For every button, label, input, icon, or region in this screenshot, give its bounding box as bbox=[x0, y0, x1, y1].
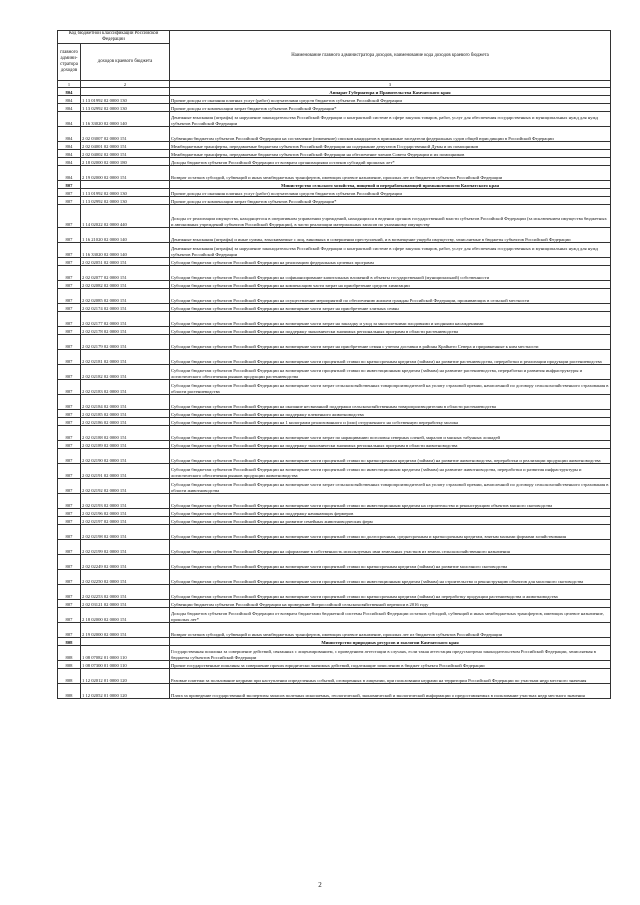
table-row bbox=[58, 426, 611, 441]
admin-code-cell: 807 bbox=[58, 365, 81, 380]
table-row bbox=[58, 479, 611, 494]
admin-code-cell: 807 bbox=[58, 418, 81, 426]
table-row bbox=[58, 661, 611, 669]
revenue-name-cell: Денежные взыскания (штрафы) и иные суммы, взыскиваемые с лиц, виновных в совершении преступлений, и в возмещение ущерба имуществу, зачисляемые в бюджеты субъектов Российской Федерации bbox=[170, 228, 611, 243]
revenue-name-cell: Субсидии бюджетам субъектов Российской Федерации на возмещение части процентной ставки по инвестиционным кредитам на строительство и реконструкцию объектов мясного скотоводства bbox=[170, 494, 611, 509]
revenue-code-cell bbox=[81, 638, 170, 646]
page-number: 2 bbox=[318, 881, 322, 889]
admin-code-cell: 807 bbox=[58, 312, 81, 327]
revenue-name-cell: Субсидии бюджетам субъектов Российской Федерации на возмещение части затрат сельскохозяйственных товаропроизводителей на уплату страховой премии, начисленной по договору сельскохозяйственного страхования в области растениеводства bbox=[170, 380, 611, 395]
revenue-code-cell: 2 02 02196 02 0000 151 bbox=[81, 509, 170, 517]
revenue-name-cell: Возврат остатков субсидий, субвенций и иных межбюджетных трансфертов, имеющих целевое назначение, прошлых лет из бюджетов субъектов Российской Федерации bbox=[170, 623, 611, 638]
revenue-code-cell: 2 02 02174 02 0000 151 bbox=[81, 304, 170, 312]
revenue-code-cell: 1 16 21020 02 0000 140 bbox=[81, 228, 170, 243]
admin-code-cell: 807 bbox=[58, 555, 81, 570]
table-row bbox=[58, 570, 611, 585]
revenue-code-cell: 1 08 07082 01 0000 110 bbox=[81, 646, 170, 661]
admin-code-cell: 807 bbox=[58, 266, 81, 281]
table-row bbox=[58, 608, 611, 623]
revenue-name-cell: Денежные взыскания (штрафы) за нарушение законодательства Российской Федерации о контрактной системе в сфере закупок товаров, работ, услуг для обеспечения государственных и муниципальных нужд для нужд субъектов Российской Федерации bbox=[170, 112, 611, 127]
revenue-name-cell: Субсидии бюджетам субъектов Российской Федерации на возмещение части затрат на приобретение семян с учетом доставки в районы Крайнего Севера и приравненные к ним местности bbox=[170, 335, 611, 350]
column-number: 1 bbox=[58, 81, 81, 88]
table-row bbox=[58, 289, 611, 304]
revenue-code-cell: 2 02 03007 02 0000 151 bbox=[81, 127, 170, 142]
revenue-code-cell: 2 18 02000 02 0000 151 bbox=[81, 608, 170, 623]
table-row bbox=[58, 494, 611, 509]
table-row bbox=[58, 410, 611, 418]
revenue-code-cell: 2 02 02199 02 0000 151 bbox=[81, 540, 170, 555]
revenue-code-cell: 2 02 04001 02 0000 151 bbox=[81, 142, 170, 150]
revenue-name-cell: Прочие доходы от оказания платных услуг (работ) получателями средств бюджетов субъектов Российской Федерации bbox=[170, 96, 611, 104]
revenue-code-cell: 2 02 02186 02 0000 151 bbox=[81, 418, 170, 426]
table-row bbox=[58, 304, 611, 312]
revenue-code-cell: 2 02 02253 02 0000 151 bbox=[81, 585, 170, 600]
revenue-name-cell: Субсидии бюджетам субъектов Российской Федерации на компенсацию части затрат на приобретение средств химизации bbox=[170, 281, 611, 289]
table-row bbox=[58, 158, 611, 166]
admin-code-cell: 807 bbox=[58, 289, 81, 304]
table-row bbox=[58, 646, 611, 661]
table-row bbox=[58, 684, 611, 699]
table-row bbox=[58, 395, 611, 410]
table-row bbox=[58, 517, 611, 525]
revenue-code-cell: 2 02 02085 02 0000 151 bbox=[81, 289, 170, 304]
revenue-code-cell: 2 02 02181 02 0000 151 bbox=[81, 350, 170, 365]
revenue-code-cell: 2 02 02188 02 0000 151 bbox=[81, 426, 170, 441]
revenue-code-cell: 2 19 02000 02 0000 151 bbox=[81, 623, 170, 638]
admin-code-cell: 804 bbox=[58, 158, 81, 166]
admin-code-cell: 807 bbox=[58, 205, 81, 228]
revenue-code-cell bbox=[81, 88, 170, 96]
revenue-code-cell: 2 02 02192 02 0000 151 bbox=[81, 479, 170, 494]
revenue-name-cell: Субвенции бюджетам субъектов Российской Федерации на проведение Всероссийской сельскохозяйственной переписи в 2016 году bbox=[170, 600, 611, 608]
revenue-name-cell: Прочие доходы от компенсации затрат бюджетов субъектов Российской Федерации* bbox=[170, 197, 611, 205]
revenue-code-cell: 2 02 02198 02 0000 151 bbox=[81, 525, 170, 540]
revenue-code-cell: 1 16 33020 02 0000 140 bbox=[81, 243, 170, 258]
column-number: 3 bbox=[170, 81, 611, 88]
admin-code-cell: 807 bbox=[58, 304, 81, 312]
revenue-name-cell: Субвенции бюджетам субъектов Российской Федерации на составление (изменение) списков кандидатов в присяжные заседатели федеральных судов общей юрисдикции в Российской Федерации bbox=[170, 127, 611, 142]
admin-code-cell: 807 bbox=[58, 570, 81, 585]
revenue-name-cell: Субсидии бюджетам субъектов Российской Федерации на поддержку экономически значимых региональных программ в области животноводства bbox=[170, 441, 611, 449]
revenue-name-cell: Субсидии бюджетам субъектов Российской Федерации на возмещение части затрат на приобретение элитных семян bbox=[170, 304, 611, 312]
revenue-code-cell: 1 12 02012 01 0000 120 bbox=[81, 669, 170, 684]
table-row bbox=[58, 205, 611, 228]
table-row bbox=[58, 197, 611, 205]
header-name-column: Наименование главного администратора доходов, наименование кода доходов краевого бюджета bbox=[170, 31, 611, 81]
admin-code-cell: 807 bbox=[58, 464, 81, 479]
revenue-name-cell: Разовые платежи за пользование недрами при наступлении определенных событий, оговоренных в лицензии, при пользовании недрами на территории Российской Федерации по участкам недр местного значения bbox=[170, 669, 611, 684]
revenue-name-cell: Возврат остатков субсидий, субвенций и иных межбюджетных трансфертов, имеющих целевое назначение, прошлых лет из бюджетов субъектов Российской Федерации bbox=[170, 166, 611, 181]
table-row bbox=[58, 189, 611, 197]
revenue-code-cell: 2 02 02077 02 0000 151 bbox=[81, 266, 170, 281]
revenue-code-cell: 2 02 02193 02 0000 151 bbox=[81, 494, 170, 509]
admin-code-cell: 807 bbox=[58, 623, 81, 638]
revenue-name-cell: Субсидии бюджетам субъектов Российской Федерации на возмещение части затрат сельскохозяйственных товаропроизводителей на уплату страховой премии, начисленной по договору сельскохозяйственного страхования в области животноводства bbox=[170, 479, 611, 494]
header-admin-column: главного админи-стратора доходов bbox=[58, 44, 81, 81]
revenue-code-cell: 2 02 02182 02 0000 151 bbox=[81, 365, 170, 380]
revenue-code-cell: 1 08 07300 01 0000 110 bbox=[81, 661, 170, 669]
admin-code-cell: 804 bbox=[58, 104, 81, 112]
revenue-name-cell: Субсидии бюджетам субъектов Российской Федерации на софинансирование капитальных вложений в объекты государственной (муниципальной) собственности bbox=[170, 266, 611, 281]
admin-code-cell: 807 bbox=[58, 350, 81, 365]
table-row bbox=[58, 96, 611, 104]
revenue-name-cell: Субсидии бюджетам субъектов Российской Федерации на развитие семейных животноводческих ферм bbox=[170, 517, 611, 525]
revenue-name-cell: Субсидии бюджетам субъектов Российской Федерации на 1 килограмм реализованного и (или) отгруженного на собственную переработку молока bbox=[170, 418, 611, 426]
admin-code-cell: 807 bbox=[58, 335, 81, 350]
table-header-group-row bbox=[58, 31, 611, 44]
revenue-code-cell: 2 02 02191 02 0000 151 bbox=[81, 464, 170, 479]
admin-code-cell: 808 bbox=[58, 638, 81, 646]
section-header-row bbox=[58, 181, 611, 189]
revenue-name-cell: Субсидии бюджетам субъектов Российской Федерации на возмещение части затрат по наращиванию поголовья северных оленей, маралов и мясных табунных лошадей bbox=[170, 426, 611, 441]
table-row bbox=[58, 258, 611, 266]
revenue-code-cell: 1 14 02022 02 0000 440 bbox=[81, 205, 170, 228]
admin-code-cell: 808 bbox=[58, 669, 81, 684]
table-row bbox=[58, 350, 611, 365]
admin-code-cell: 804 bbox=[58, 112, 81, 127]
revenue-name-cell: Субсидии бюджетам субъектов Российской Федерации на возмещение части процентной ставки по инвестиционным кредитам (займам) на строительство и реконструкцию объектов для молочного скотоводства bbox=[170, 570, 611, 585]
header-revenue-column: доходов краевого бюджета bbox=[81, 44, 170, 81]
revenue-name-cell: Доходы бюджетов субъектов Российской Федерации от возврата бюджетами бюджетной системы Российской Федерации остатков субсидий, субвенций и иных межбюджетных трансфертов, имеющих целевое назначение, прошлых лет* bbox=[170, 608, 611, 623]
revenue-name-cell: Субсидии бюджетам субъектов Российской Федерации на возмещение части процентной ставки по долгосрочным, среднесрочным и краткосрочным кредитам, взятым малыми формами хозяйствования bbox=[170, 525, 611, 540]
admin-code-cell: 807 bbox=[58, 525, 81, 540]
revenue-name-cell: Доходы от реализации имущества, находящегося в оперативном управлении учреждений, находящихся в ведении органов государственной власти субъектов Российской Федерации (за исключением имущества бюджетных и автономных учреждений субъектов Российской Федерации), в части реализации материальных запасов по указанному имуществу bbox=[170, 205, 611, 228]
admin-code-cell: 808 bbox=[58, 646, 81, 661]
revenue-name-cell: Денежные взыскания (штрафы) за нарушение законодательства Российской Федерации о контрактной системе в сфере закупок товаров, работ, услуг для обеспечения государственных и муниципальных нужд для нужд субъектов Российской Федерации bbox=[170, 243, 611, 258]
header-classification-group: Код бюджетной классификации Российской Федерации bbox=[58, 31, 170, 44]
table-row bbox=[58, 449, 611, 464]
table-row bbox=[58, 509, 611, 517]
admin-code-cell: 807 bbox=[58, 281, 81, 289]
admin-code-cell: 807 bbox=[58, 540, 81, 555]
table-row bbox=[58, 365, 611, 380]
table-row bbox=[58, 335, 611, 350]
revenue-code-cell: 2 02 04002 02 0000 151 bbox=[81, 150, 170, 158]
table-row bbox=[58, 327, 611, 335]
revenue-name-cell: Субсидии бюджетам субъектов Российской Федерации на осуществление мероприятий по обеспечению жильем граждан Российской Федерации, проживающих в сельской местности bbox=[170, 289, 611, 304]
revenue-code-table bbox=[57, 30, 611, 699]
admin-code-cell: 807 bbox=[58, 189, 81, 197]
column-number: 2 bbox=[81, 81, 170, 88]
table-row bbox=[58, 623, 611, 638]
revenue-name-cell: Субсидии бюджетам субъектов Российской Федерации на поддержку экономически значимых региональных программ в области растениеводства bbox=[170, 327, 611, 335]
revenue-name-cell: Субсидии бюджетам субъектов Российской Федерации на возмещение части процентной ставки по инвестиционным кредитам (займам) на развитие растениеводства, переработки и развития инфраструктуры и логистического обеспечения рынков продукции растениеводства bbox=[170, 365, 611, 380]
table-row bbox=[58, 585, 611, 600]
revenue-code-cell: 1 13 02992 02 0000 130 bbox=[81, 104, 170, 112]
admin-code-cell: 807 bbox=[58, 410, 81, 418]
revenue-name-cell: Прочие государственные пошлины за совершение прочих юридически значимых действий, подлежащие зачислению в бюджет субъекта Российской Федерации bbox=[170, 661, 611, 669]
revenue-code-cell: 1 12 02052 01 0000 120 bbox=[81, 684, 170, 699]
admin-code-cell: 804 bbox=[58, 166, 81, 181]
revenue-code-cell: 2 02 02249 02 0000 151 bbox=[81, 555, 170, 570]
table-row bbox=[58, 555, 611, 570]
admin-code-cell: 808 bbox=[58, 661, 81, 669]
revenue-code-cell: 2 02 02189 02 0000 151 bbox=[81, 441, 170, 449]
table-row bbox=[58, 441, 611, 449]
admin-code-cell: 807 bbox=[58, 494, 81, 509]
revenue-name-cell: Межбюджетные трансферты, передаваемые бюджетам субъектов Российской Федерации на содержание депутатов Государственной Думы и их помощников bbox=[170, 142, 611, 150]
table-row bbox=[58, 600, 611, 608]
table-row bbox=[58, 150, 611, 158]
admin-code-cell: 807 bbox=[58, 228, 81, 243]
revenue-code-cell bbox=[81, 181, 170, 189]
admin-code-cell: 807 bbox=[58, 608, 81, 623]
table-row bbox=[58, 104, 611, 112]
revenue-code-cell: 2 02 02051 02 0000 151 bbox=[81, 258, 170, 266]
revenue-name-cell: Субсидии бюджетам субъектов Российской Федерации на возмещение части процентной ставки по краткосрочным кредитам (займам) на развитие молочного скотоводства bbox=[170, 555, 611, 570]
admin-code-cell: 807 bbox=[58, 426, 81, 441]
admin-code-cell: 807 bbox=[58, 600, 81, 608]
revenue-name-cell: Прочие доходы от оказания платных услуг (работ) получателями средств бюджетов субъектов Российской Федерации bbox=[170, 189, 611, 197]
revenue-name-cell: Субсидии бюджетам субъектов Российской Федерации на поддержку племенного животноводства bbox=[170, 410, 611, 418]
table-row bbox=[58, 281, 611, 289]
revenue-name-cell: Министерство природных ресурсов и экологии Камчатского края bbox=[170, 638, 611, 646]
revenue-code-cell: 2 18 02000 02 0000 180 bbox=[81, 158, 170, 166]
admin-code-cell: 804 bbox=[58, 88, 81, 96]
table-row bbox=[58, 464, 611, 479]
admin-code-cell: 807 bbox=[58, 509, 81, 517]
admin-code-cell: 807 bbox=[58, 327, 81, 335]
revenue-name-cell: Субсидии бюджетам субъектов Российской Федерации на возмещение части затрат на закладку и уход за многолетними плодовыми и ягодными насаждениями bbox=[170, 312, 611, 327]
admin-code-cell: 807 bbox=[58, 441, 81, 449]
table-row bbox=[58, 669, 611, 684]
table-row bbox=[58, 525, 611, 540]
revenue-name-cell: Субсидии бюджетам субъектов Российской Федерации на возмещение части процентной ставки по инвестиционным кредитам (займам) на развитие животноводства, переработки и развития инфраструктуры и логистического обеспечения рынков продукции животноводства bbox=[170, 464, 611, 479]
revenue-name-cell: Министерство сельского хозяйства, пищевой и перерабатывающей промышленности Камчатского края bbox=[170, 181, 611, 189]
table-row bbox=[58, 166, 611, 181]
revenue-name-cell: Субсидии бюджетам субъектов Российской Федерации на возмещение части процентной ставки по краткосрочным кредитам (займам) на развитие животноводства, переработки и реализации продукции животноводства bbox=[170, 449, 611, 464]
table-row bbox=[58, 540, 611, 555]
revenue-code-cell: 2 02 02082 02 0000 151 bbox=[81, 281, 170, 289]
admin-code-cell: 807 bbox=[58, 449, 81, 464]
table-row bbox=[58, 266, 611, 281]
admin-code-cell: 804 bbox=[58, 150, 81, 158]
table-body bbox=[58, 31, 611, 699]
revenue-code-cell: 1 13 01992 02 0000 130 bbox=[81, 189, 170, 197]
admin-code-cell: 807 bbox=[58, 243, 81, 258]
admin-code-cell: 807 bbox=[58, 395, 81, 410]
revenue-name-cell: Аппарат Губернатора и Правительства Камчатского края bbox=[170, 88, 611, 96]
revenue-code-cell: 1 13 02992 02 0000 130 bbox=[81, 197, 170, 205]
revenue-name-cell: Государственная пошлина за совершение действий, связанных с лицензированием, с проведением аттестации в случаях, если такая аттестация предусмотрена законодательством Российской Федерации, зачисляемая в бюджеты субъектов Российской Федерации bbox=[170, 646, 611, 661]
table-row bbox=[58, 380, 611, 395]
revenue-name-cell: Субсидии бюджетам субъектов Российской Федерации на поддержку начинающих фермеров bbox=[170, 509, 611, 517]
revenue-code-cell: 1 16 33020 02 0000 140 bbox=[81, 112, 170, 127]
table-column-numbers-row bbox=[58, 81, 611, 88]
revenue-name-cell: Субсидии бюджетам субъектов Российской Федерации на реализацию федеральных целевых программ bbox=[170, 258, 611, 266]
revenue-name-cell: Субсидии бюджетам субъектов Российской Федерации на оказание несвязанной поддержки сельскохозяйственным товаропроизводителям в области растениеводства bbox=[170, 395, 611, 410]
admin-code-cell: 807 bbox=[58, 585, 81, 600]
revenue-code-cell: 2 19 02000 02 0000 151 bbox=[81, 166, 170, 181]
revenue-code-cell: 2 02 03121 02 0000 151 bbox=[81, 600, 170, 608]
admin-code-cell: 807 bbox=[58, 197, 81, 205]
revenue-code-cell: 2 02 02197 02 0000 151 bbox=[81, 517, 170, 525]
admin-code-cell: 807 bbox=[58, 479, 81, 494]
revenue-code-cell: 2 02 02178 02 0000 151 bbox=[81, 327, 170, 335]
revenue-code-cell: 2 02 02183 02 0000 151 bbox=[81, 380, 170, 395]
section-header-row bbox=[58, 88, 611, 96]
revenue-code-cell: 2 02 02250 02 0000 151 bbox=[81, 570, 170, 585]
revenue-code-cell: 2 02 02184 02 0000 151 bbox=[81, 395, 170, 410]
revenue-code-cell: 2 02 02185 02 0000 151 bbox=[81, 410, 170, 418]
revenue-name-cell: Межбюджетные трансферты, передаваемые бюджетам субъектов Российской Федерации на обеспечение членов Совета Федерации и их помощников bbox=[170, 150, 611, 158]
admin-code-cell: 807 bbox=[58, 517, 81, 525]
table-row bbox=[58, 418, 611, 426]
revenue-name-cell: Субсидии бюджетам субъектов Российской Федерации на возмещение части процентной ставки по краткосрочным кредитам (займам) на переработку продукции растениеводства и животноводства bbox=[170, 585, 611, 600]
table-row bbox=[58, 142, 611, 150]
admin-code-cell: 804 bbox=[58, 96, 81, 104]
table-row bbox=[58, 228, 611, 243]
revenue-name-cell: Субсидии бюджетам субъектов Российской Федерации на возмещение части процентной ставки по краткосрочным кредитам (займам) на развитие растениеводства, переработки и реализации продукции растениеводства bbox=[170, 350, 611, 365]
revenue-name-cell: Плата за проведение государственной экспертизы запасов полезных ископаемых, геологической, экономической и экологической информации о предоставляемых в пользование участках недр местного значения bbox=[170, 684, 611, 699]
revenue-code-cell: 1 13 01992 02 0000 130 bbox=[81, 96, 170, 104]
admin-code-cell: 808 bbox=[58, 684, 81, 699]
revenue-code-cell: 2 02 02190 02 0000 151 bbox=[81, 449, 170, 464]
revenue-name-cell: Доходы бюджетов субъектов Российской Федерации от возврата организациями остатков субсидий прошлых лет* bbox=[170, 158, 611, 166]
admin-code-cell: 807 bbox=[58, 380, 81, 395]
revenue-code-cell: 2 02 02177 02 0000 151 bbox=[81, 312, 170, 327]
section-header-row bbox=[58, 638, 611, 646]
revenue-name-cell: Субсидии бюджетам субъектов Российской Федерации на оформление в собственность используемых ими земельных участков из земель сельскохозяйственного назначения bbox=[170, 540, 611, 555]
admin-code-cell: 804 bbox=[58, 142, 81, 150]
admin-code-cell: 804 bbox=[58, 127, 81, 142]
admin-code-cell: 807 bbox=[58, 181, 81, 189]
revenue-code-table-sheet bbox=[57, 30, 610, 699]
table-row bbox=[58, 312, 611, 327]
admin-code-cell: 807 bbox=[58, 258, 81, 266]
revenue-code-cell: 2 02 02179 02 0000 151 bbox=[81, 335, 170, 350]
table-row bbox=[58, 243, 611, 258]
table-row bbox=[58, 127, 611, 142]
revenue-name-cell: Прочие доходы от компенсации затрат бюджетов субъектов Российской Федерации* bbox=[170, 104, 611, 112]
table-row bbox=[58, 112, 611, 127]
